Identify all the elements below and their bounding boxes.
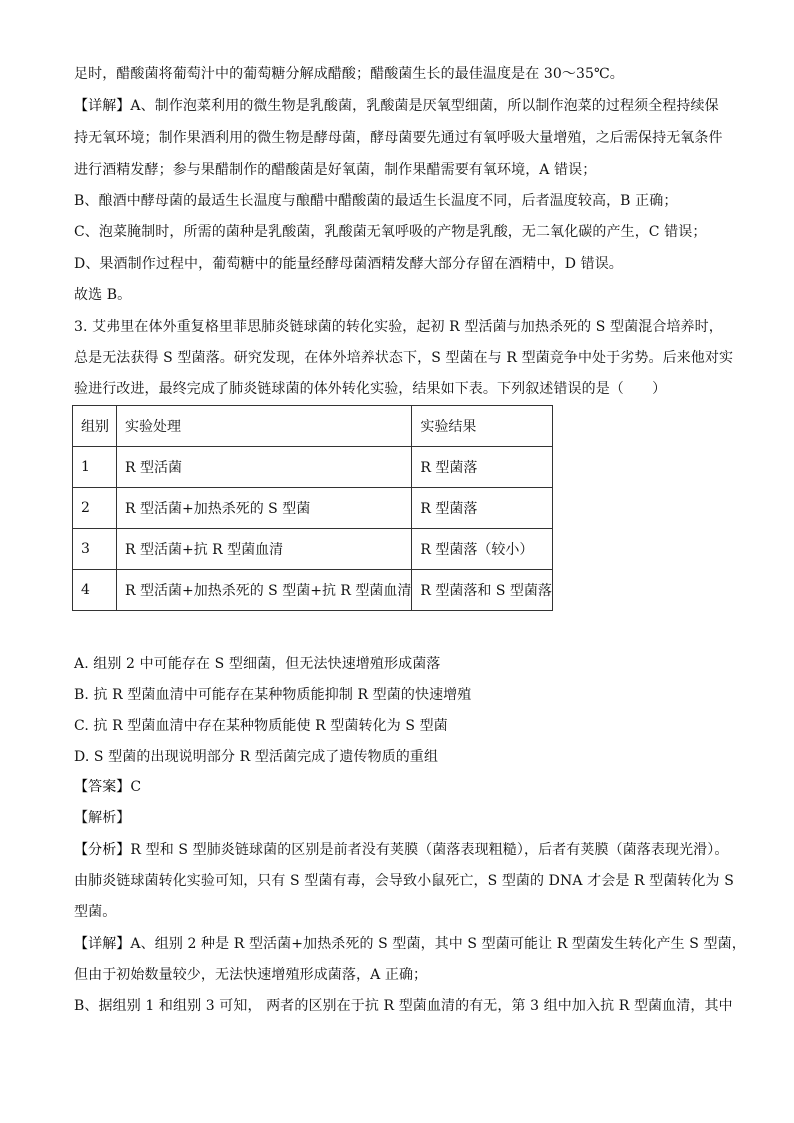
detail-2-line-3: B、据组别 1 和组别 3 可知， 两者的区别在于抗 R 型菌血清的有无，第 3 组中加入抗 R 型菌血清，其中 — [74, 998, 733, 1014]
table-cell: R 型菌落 — [412, 447, 553, 488]
question-3-line-1: 3. 艾弗里在体外重复格里菲思肺炎链球菌的转化实验，起初 R 型活菌与加热杀死的 S 型菌混合培养时， — [74, 319, 723, 335]
table-header-cell: 组别 — [73, 406, 117, 447]
table-cell: 1 — [73, 447, 117, 488]
table-cell: R 型活菌+加热杀死的 S 型菌 — [117, 488, 412, 529]
intro-line-1: 足时，醋酸菌将葡萄汁中的葡萄糖分解成醋酸；醋酸菌生长的最佳温度是在 30～35℃。 — [74, 66, 624, 82]
table-header-cell: 实验结果 — [412, 406, 553, 447]
answer-line — [74, 777, 724, 797]
answer-value: C — [130, 779, 142, 795]
detail-1-line-3: 进行酒精发酵；参与果醋制作的醋酸菌是好氧菌，制作果醋需要有氧环境，A 错误； — [74, 162, 597, 178]
option-d: D. S 型菌的出现说明部分 R 型活菌完成了遗传物质的重组 — [74, 749, 439, 765]
table-cell: R 型活菌+抗 R 型菌血清 — [117, 529, 412, 570]
table-cell: 4 — [73, 570, 117, 611]
question-3-line-2: 总是无法获得 S 型菌落。研究发现，在体外培养状态下，S 型菌在与 R 型菌竞争中处于劣势。后来他对实 — [74, 350, 734, 366]
experiment-table — [72, 405, 553, 611]
fenxi-line-1 — [74, 840, 729, 860]
fenxi-text-1: R 型和 S 型肺炎链球菌的区别是前者没有荚膜（菌落表现粗糙），后者有荚膜（菌落表现光滑）。 — [130, 842, 729, 858]
detail-2-line-1 — [74, 934, 746, 954]
analysis-tag: 【解析】 — [74, 810, 131, 826]
detail-tag: 【详解】 — [74, 98, 131, 114]
detail-1-line-2: 持无氧环境；制作果酒利用的微生物是酵母菌，酵母菌要先通过有氧呼吸大量增殖，之后需保持无氧条件 — [74, 130, 723, 146]
table-cell: 2 — [73, 488, 117, 529]
table-cell: R 型活菌+加热杀死的 S 型菌+抗 R 型菌血清 — [117, 570, 412, 611]
table-row — [73, 529, 553, 570]
option-b: B. 抗 R 型菌血清中可能存在某种物质能抑制 R 型菌的快速增殖 — [74, 687, 472, 703]
detail-2-text-1: A、组别 2 种是 R 型活菌+加热杀死的 S 型菌，其中 S 型菌可能让 R 型菌发生转化产生 S 型菌， — [130, 936, 746, 952]
table-cell: R 型菌落 — [412, 488, 553, 529]
option-a: A. 组别 2 中可能存在 S 型细菌，但无法快速增殖形成菌落 — [74, 656, 441, 672]
table-row — [73, 447, 553, 488]
detail-2-line-2: 但由于初始数量较少，无法快速增殖形成菌落，A 正确； — [74, 967, 428, 983]
table-header-row — [73, 406, 553, 447]
detail-2-tag: 【详解】 — [74, 936, 131, 952]
table-cell: R 型菌落和 S 型菌落 — [412, 570, 553, 611]
table-row — [73, 570, 553, 611]
question-3-line-3: 验进行改进，最终完成了肺炎链球菌的体外转化实验，结果如下表。下列叙述错误的是（ ） — [74, 381, 667, 397]
detail-1-option-c: C、泡菜腌制时，所需的菌种是乳酸菌，乳酸菌无氧呼吸的产物是乳酸，无二氧化碳的产生，C 错误； — [74, 224, 707, 240]
fenxi-line-3: 型菌。 — [74, 904, 117, 920]
table-cell: R 型活菌 — [117, 447, 412, 488]
table-row — [73, 488, 553, 529]
table-cell: R 型菌落（较小） — [412, 529, 553, 570]
detail-1-text-1: A、制作泡菜利用的微生物是乳酸菌，乳酸菌是厌氧型细菌，所以制作泡菜的过程须全程持续保 — [130, 98, 719, 114]
table-header-cell: 实验处理 — [117, 406, 412, 447]
table-cell: 3 — [73, 529, 117, 570]
fenxi-line-2: 由肺炎链球菌转化实验可知，只有 S 型菌有毒，会导致小鼠死亡，S 型菌的 DNA 才会是 R 型菌转化为 S — [74, 873, 734, 889]
answer-tag: 【答案】 — [74, 779, 131, 795]
detail-1-choose: 故选 B。 — [74, 287, 132, 303]
detail-1-option-b: B、酿酒中酵母菌的最适生长温度与酿醋中醋酸菌的最适生长温度不同，后者温度较高，B 正确； — [74, 193, 678, 209]
detail-1-option-d: D、果酒制作过程中，葡萄糖中的能量经酵母菌酒精发酵大部分存留在酒精中，D 错误。 — [74, 256, 623, 272]
fenxi-tag: 【分析】 — [74, 842, 131, 858]
detail-1-line-1 — [74, 96, 724, 116]
option-c: C. 抗 R 型菌血清中存在某种物质能使 R 型菌转化为 S 型菌 — [74, 718, 448, 734]
